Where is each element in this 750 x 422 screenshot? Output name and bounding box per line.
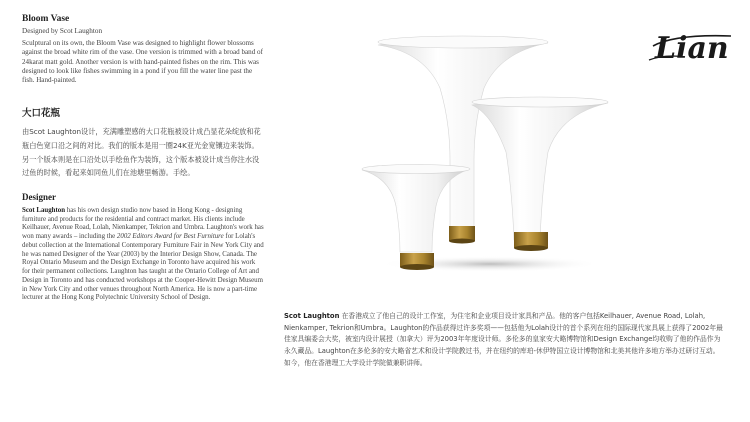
designer-bio-zh-block xyxy=(284,311,724,370)
designed-by-line: Designed by Scot Laughton xyxy=(22,27,103,35)
brand-logo xyxy=(645,16,737,66)
designer-bio-part2: for Lolah's debut collection at the International Contemporary Furniture Fair in New York City and he was named Designer of the Year (2003) by the Interior Design Show, Canada. The Royal Ontario Museum and the Design Exchange in Toronto have acquired his work for their permanent collections. Laughton has taught at the Ontario College of Art and Design in Toronto and has conducted workshops at the Cooper-Hewitt Design Museum in New York City and other venues throughout North America. He is now a part-time lecturer at the Hong Kong Polytechnic University School of Design. xyxy=(22,233,264,302)
designer-bio-part1: has his own design studio now based in Hong Kong - designing furniture and products for the residential and contract market. His clients include Keilhauer, Avenue Road, Lolah, Nienkamper, Tekrion and Umbra. Laughton's work has won many awards – including the xyxy=(22,206,264,241)
medium-vase xyxy=(472,97,608,251)
designer-name-zh: Scot Laughton xyxy=(284,312,340,320)
designer-bio xyxy=(22,207,264,303)
designer-award: 2002 Editors Award for Best Furniture xyxy=(116,233,224,241)
product-description: Sculptural on its own, the Bloom Vase was designed to highlight flower blossoms against the broad white rim of the vase. One version is trimmed with a broad band of 24karat matt gold. Another version is with hand-painted fishes on the rim. This was designed to look like fishes swimming in a pond if you fill the water line past the fish. Hand-painted. xyxy=(22,39,263,85)
logo-text: Lian xyxy=(655,31,729,66)
product-description-zh: 由Scot Laughton设计，充满雕塑感的大口花瓶被设计成凸显花朵绽放和花瓶白色宽口沿之间的对比。我们的版本是用一圈24K亚光金宽镶边来装饰。另一个版本则是在口沿处以手绘鱼作为装饰，这个版本被设计成当你注水没过鱼的时候，看起来如同鱼儿们在池塘里畅游。手绘。 xyxy=(22,127,261,178)
product-title: Bloom Vase xyxy=(22,14,70,24)
designer-bio-zh-text: 在香港成立了他自己的设计工作室，为住宅和企业项目设计家具和产品。他的客户包括Keilhauer, Avenue Road, Lolah, Nienkamper, Tekrion和Umbra。Laughton的作品获得过许多奖项——包括他为Lolah设计的首个系列在纽约国际现代家具展上获得了2002年最佳家具编委会大奖，被室内设计展授（加拿大）评为2003年年度设计师。多伦多的皇家安大略博物馆和Design Exchange均收购了他的作品作为永久藏品。Laughton在多伦多的安大略省艺术和设计学院教过书，并在纽约的库珀-休伊特国立设计博物馆和北美其他许多地方举办过研讨互动。如今，他在香港理工大学设计学院做兼职讲师。 xyxy=(284,312,723,367)
left-column xyxy=(22,14,264,303)
vase-product-image xyxy=(360,30,610,275)
designer-name: Scot Laughton xyxy=(22,206,66,214)
designer-heading: Designer xyxy=(22,191,56,202)
product-title-zh: 大口花瓶 xyxy=(22,108,61,120)
designer-bio-zh xyxy=(284,311,724,370)
